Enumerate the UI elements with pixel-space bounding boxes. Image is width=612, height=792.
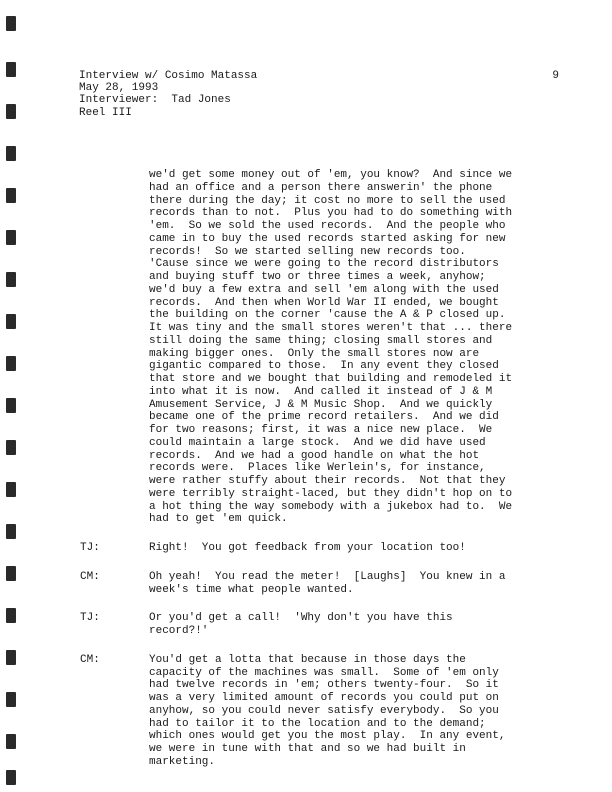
text-line: that store and we bought that building and remodeled it xyxy=(149,373,513,385)
text-line: 'Cause since we were going to the record distributors xyxy=(149,258,499,271)
text-line: You'd get a lotta that because in those days the xyxy=(149,653,466,666)
text-line: anyhow, so you could never satisfy everybody. So you xyxy=(149,704,499,717)
transcript-body xyxy=(80,153,560,769)
binder-hole-mark xyxy=(6,524,16,539)
binder-hole-mark xyxy=(6,692,16,707)
interview-title: Interview w/ Cosimo Matassa xyxy=(79,70,258,82)
text-line: records than to not. Plus you had to do something with xyxy=(149,207,513,220)
binder-hole-mark xyxy=(6,272,16,287)
binder-hole-mark xyxy=(6,566,16,581)
text-line: records were. Places like Werlein's, for instance, xyxy=(149,462,486,475)
text-line: we'd buy a few extra and sell 'em along with the used xyxy=(149,283,499,296)
binder-hole-mark xyxy=(6,16,16,31)
binder-hole-marks xyxy=(0,0,20,792)
text-line: still doing the same thing; closing small stores and xyxy=(149,334,493,347)
binder-hole-mark xyxy=(6,356,16,371)
binder-hole-mark xyxy=(6,608,16,623)
header-row-title xyxy=(79,70,559,82)
text-line: came in to buy the used records started asking for new xyxy=(149,232,506,245)
text-line: into what it is now. And called it instead of J & M xyxy=(149,385,493,398)
speaker-label: TJ: xyxy=(80,542,100,554)
interview-date: May 28, 1993 xyxy=(79,82,159,95)
speaker-text xyxy=(149,612,560,638)
text-line: making bigger ones. Only the small stores now are xyxy=(149,347,480,360)
binder-hole-mark xyxy=(6,314,16,329)
text-line: had to get 'em quick. xyxy=(149,513,288,526)
speaker-label: TJ: xyxy=(80,612,100,625)
speaker-text xyxy=(149,654,560,769)
transcript-block xyxy=(80,654,560,769)
binder-hole-mark xyxy=(6,62,16,77)
text-line: capacity of the machines was small. Some of 'em only xyxy=(149,666,499,679)
binder-hole-mark xyxy=(6,104,16,119)
binder-hole-mark xyxy=(6,188,16,203)
text-line: Or you'd get a call! 'Why don't you have this xyxy=(149,612,453,625)
transcript-header xyxy=(79,70,559,119)
binder-hole-mark xyxy=(6,398,16,413)
binder-hole-mark xyxy=(6,482,16,497)
text-line: became one of the prime record retailers. And we did xyxy=(149,411,499,424)
reel-label: Reel III xyxy=(79,106,132,119)
text-line: Oh yeah! You read the meter! [Laughs] You knew in a xyxy=(149,570,506,583)
text-line: were terribly straight-laced, but they didn't hop on to xyxy=(149,487,513,500)
text-line: had to tailor it to the location and to the demand; xyxy=(149,717,486,730)
text-line: which ones would get you the most play. In any event, xyxy=(149,730,506,743)
text-line: had an office and a person there answerin' the phone xyxy=(149,181,493,194)
speaker-text xyxy=(149,571,560,597)
text-line: records! So we started selling new records too. xyxy=(149,245,466,258)
speaker-label: CM: xyxy=(80,570,100,583)
text-line: gigantic compared to those. In any event they closed xyxy=(149,360,499,373)
transcript-block xyxy=(80,542,560,555)
transcript-block xyxy=(80,169,560,526)
text-line: records. And then when World War II ended, we bought xyxy=(149,296,499,309)
binder-hole-mark xyxy=(6,770,16,785)
text-line: had twelve records in 'em; others twenty-four. So it xyxy=(149,679,499,692)
text-line: could maintain a large stock. And we did have used xyxy=(149,436,486,449)
speaker-label: CM: xyxy=(80,653,100,666)
transcript-block xyxy=(80,612,560,638)
text-line: records. And we had a good handle on what the hot xyxy=(149,449,480,462)
text-line: we were in tune with that and so we had built in xyxy=(149,743,466,755)
text-line: Right! You got feedback from your location too! xyxy=(149,542,466,554)
binder-hole-mark xyxy=(6,734,16,749)
text-line: It was tiny and the small stores weren't that ... there xyxy=(149,322,513,334)
text-line: a hot thing the way somebody with a jukebox had to. We xyxy=(149,500,513,513)
speaker-text xyxy=(149,542,560,555)
text-line: marketing. xyxy=(149,755,216,768)
text-line: 'em. So we sold the used records. And the people who xyxy=(149,220,506,232)
text-line: Amusement Service, J & M Music Shop. And we quickly xyxy=(149,398,493,411)
text-line: for two reasons; first, it was a nice new place. We xyxy=(149,424,493,436)
text-line: there during the day; it cost no more to sell the used xyxy=(149,194,506,207)
binder-hole-mark xyxy=(6,650,16,665)
binder-hole-mark xyxy=(6,440,16,455)
transcript-block xyxy=(80,571,560,597)
text-line: the building on the corner 'cause the A & P closed up. xyxy=(149,309,506,322)
binder-hole-mark xyxy=(6,230,16,245)
text-line: we'd get some money out of 'em, you know? And since we xyxy=(149,169,513,181)
text-line: was a very limited amount of records you could put on xyxy=(149,692,499,704)
text-line: record?!' xyxy=(149,625,209,637)
binder-hole-mark xyxy=(6,146,16,161)
page-number: 9 xyxy=(552,70,559,82)
interviewer-name: Interviewer: Tad Jones xyxy=(79,94,231,107)
text-line: and buying stuff two or three times a week, anyhow; xyxy=(149,271,486,283)
text-line: week's time what people wanted. xyxy=(149,583,354,596)
text-line: were rather stuffy about their records. Not that they xyxy=(149,475,506,487)
speaker-text xyxy=(149,169,560,526)
